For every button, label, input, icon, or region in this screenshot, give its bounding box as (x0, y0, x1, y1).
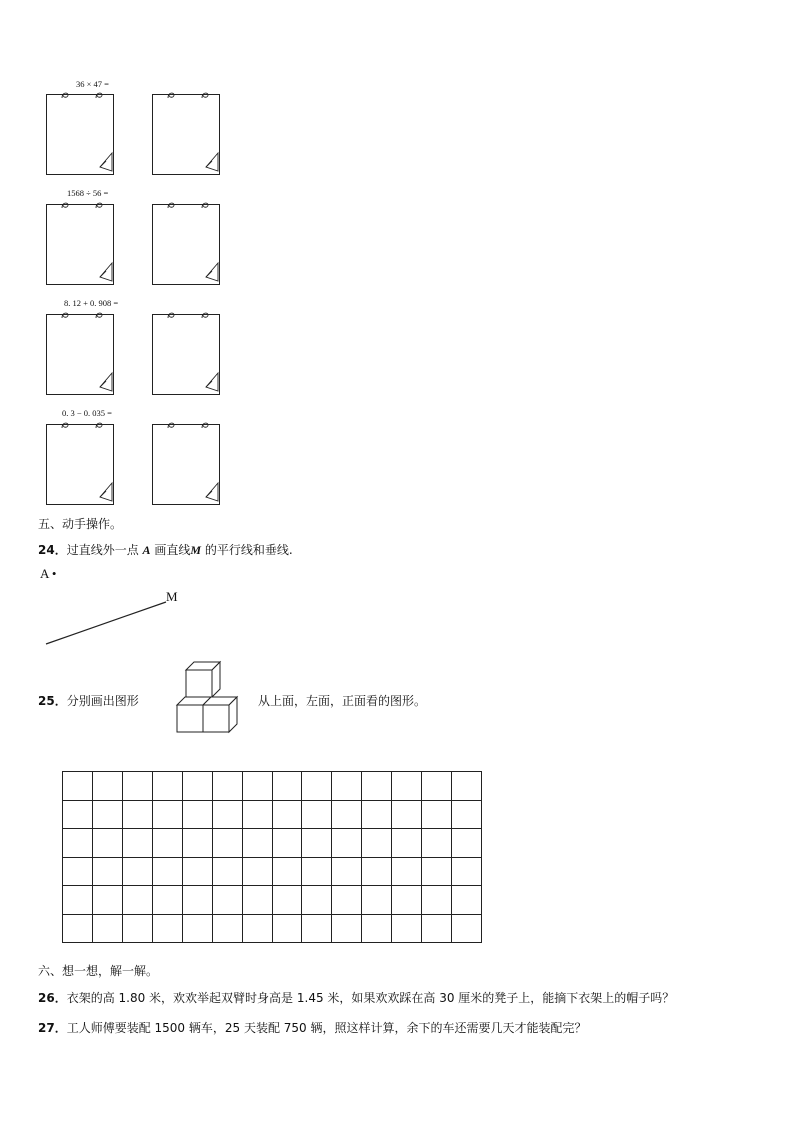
grid-cell (93, 886, 123, 915)
q26-number: 26． (38, 991, 67, 1005)
q24-text-1: 过直线外一点 (66, 543, 139, 557)
grid-cell (93, 858, 123, 887)
grid-cell (332, 801, 362, 830)
grid-cell (422, 858, 452, 887)
grid-cell (183, 801, 213, 830)
grid-cell (183, 772, 213, 801)
grid-cell (93, 829, 123, 858)
grid-cell (123, 829, 153, 858)
point-A-label: A • (40, 566, 57, 581)
grid-cell (362, 772, 392, 801)
grid-cell (153, 886, 183, 915)
grid-cell (183, 829, 213, 858)
q25-text-2: 从上面，左面，正面看的图形。 (258, 694, 427, 708)
grid-cell (392, 772, 422, 801)
grid-cell (332, 829, 362, 858)
grid-cell (392, 801, 422, 830)
drawing-grid (62, 771, 482, 943)
grid-cell (362, 886, 392, 915)
grid-cell (153, 858, 183, 887)
bottom-right-cube-front (203, 705, 229, 732)
grid-cell (63, 772, 93, 801)
grid-cell (422, 829, 452, 858)
line-M-label: M (166, 589, 178, 604)
q27-text: 工人师傅要装配 1500 辆车，25 天装配 750 辆，照这样计算，余下的车还需要几天才能装配完？ (66, 1021, 587, 1035)
q26-text: 衣架的高 1.80 米，欢欢举起双臂时身高是 1.45 米，如果欢欢踩在高 30 厘米的凳子上，能摘下衣架上的帽子吗？ (66, 991, 675, 1005)
grid-cell (63, 829, 93, 858)
grid-cell (392, 829, 422, 858)
grid-cell (452, 829, 482, 858)
grid-cell (302, 829, 332, 858)
grid-cell (422, 886, 452, 915)
grid-cell (213, 772, 243, 801)
grid-cell (422, 772, 452, 801)
grid-cell (362, 801, 392, 830)
grid-cell (213, 829, 243, 858)
grid-cell (153, 801, 183, 830)
q24-text-2: 画直线 (154, 543, 191, 557)
q27-number: 27． (38, 1021, 67, 1035)
grid-cell (452, 772, 482, 801)
grid-cell (63, 858, 93, 887)
grid-cell (452, 886, 482, 915)
grid-cell (243, 801, 273, 830)
grid-cell (452, 858, 482, 887)
grid-cell (302, 801, 332, 830)
grid-cell (302, 915, 332, 944)
grid-cell (362, 858, 392, 887)
calc-expression-1: 36 × 47 = (76, 79, 109, 89)
grid-cell (213, 858, 243, 887)
grid-cell (422, 801, 452, 830)
grid-cell (243, 772, 273, 801)
grid-cell (273, 829, 303, 858)
q24-point-A: A (142, 543, 151, 557)
grid-cell (243, 829, 273, 858)
grid-cell (183, 858, 213, 887)
top-cube-front (186, 670, 212, 697)
grid-cell (123, 915, 153, 944)
q24-text-3: 的平行线和垂线. (204, 543, 293, 557)
grid-cell (273, 886, 303, 915)
grid-cell (213, 801, 243, 830)
grid-cell (93, 801, 123, 830)
grid-cell (302, 886, 332, 915)
cube-stack-figure (170, 655, 250, 740)
grid-cell (332, 886, 362, 915)
grid-cell (213, 915, 243, 944)
calc-expression-3: 8. 12 + 0. 908 = (64, 298, 119, 308)
grid-cell (332, 772, 362, 801)
grid-cell (243, 915, 273, 944)
grid-cell (243, 858, 273, 887)
question-26 (38, 989, 674, 1006)
grid-cell (392, 858, 422, 887)
grid-cell (422, 915, 452, 944)
grid-cell (273, 858, 303, 887)
grid-cell (332, 858, 362, 887)
grid-cell (123, 801, 153, 830)
bottom-left-cube-front (177, 705, 203, 732)
grid-cell (362, 915, 392, 944)
grid-cell (63, 886, 93, 915)
grid-cell (183, 915, 213, 944)
section6-heading: 六、想一想，解一解。 (38, 964, 159, 978)
grid-cell (153, 829, 183, 858)
grid-cell (183, 886, 213, 915)
grid-cell (123, 858, 153, 887)
question-27 (38, 1019, 587, 1036)
grid-cell (392, 886, 422, 915)
calc-expression-4: 0. 3 − 0. 035 = (62, 408, 112, 418)
grid-cell (63, 915, 93, 944)
grid-cell (63, 801, 93, 830)
grid-cell (273, 801, 303, 830)
grid-cell (302, 772, 332, 801)
grid-cell (123, 886, 153, 915)
grid-cell (362, 829, 392, 858)
line-M (46, 602, 166, 644)
grid-cell (93, 915, 123, 944)
q25-number: 25． (38, 694, 67, 708)
grid-cell (302, 858, 332, 887)
grid-cell (332, 915, 362, 944)
grid-cell (153, 772, 183, 801)
grid-cell (452, 915, 482, 944)
grid-cell (392, 915, 422, 944)
grid-cell (123, 772, 153, 801)
grid-cell (452, 801, 482, 830)
question-25 (38, 692, 139, 709)
section5-heading: 五、动手操作。 (38, 517, 123, 531)
grid-cell (153, 915, 183, 944)
grid-cell (243, 886, 273, 915)
grid-cell (93, 772, 123, 801)
q25-text-1: 分别画出图形 (66, 694, 139, 708)
calc-expression-2: 1568 ÷ 56 = (67, 188, 109, 198)
q24-line-M: M (190, 543, 202, 557)
q24-number: 24． (38, 543, 67, 557)
grid-cell (213, 886, 243, 915)
grid-cell (273, 772, 303, 801)
grid-cell (273, 915, 303, 944)
